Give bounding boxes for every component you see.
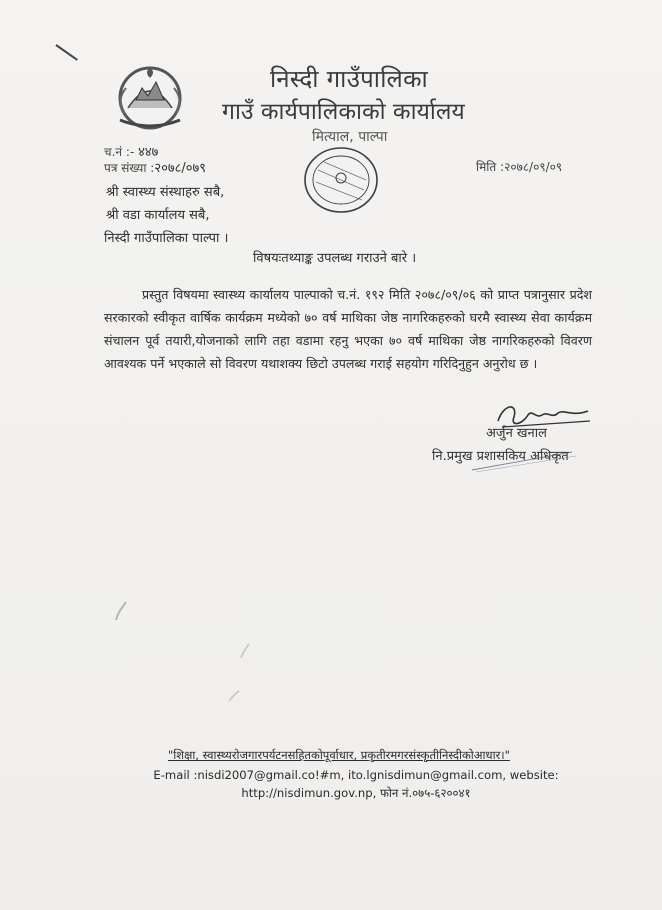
paper-smudge: [112, 600, 130, 622]
letter-no-value: २०७८/०७९: [154, 161, 207, 176]
signatory-name: अर्जुन खनाल: [486, 426, 547, 441]
reference-cn-label: च.नं :-: [104, 145, 135, 159]
footer-contact: E-mail :nisdi2007@gmail.co!#m, ito.lgnisdimun@gmail.com, website: http://nisdimun.gov.np, फोन नं.०७५-६२००४१: [153, 768, 559, 800]
letter-no-label: पत्र संख्या :: [104, 161, 155, 175]
office-stamp-icon: [296, 140, 386, 220]
office-location: मित्याल, पाल्पा: [312, 129, 388, 145]
reference-cn-value: ४४७: [138, 145, 159, 160]
pen-stroke-mark: [55, 44, 77, 61]
org-name: निस्दी गाउँपालिका: [270, 65, 429, 93]
paper-smudge: [238, 642, 252, 660]
reference-letter-no: [104, 158, 206, 176]
addressee-ward-offices: श्री वडा कार्यालय सबै,: [106, 208, 210, 223]
office-name: गाउँ कार्यपालिकाको कार्यालय: [222, 99, 465, 125]
designation-stamp-icon: [468, 448, 578, 474]
letter-date: [476, 158, 562, 175]
letter-subject: विषयःतथ्याङ्क उपलब्ध गराउने बारे ।: [253, 251, 417, 266]
signatory-title: नि.प्रमुख प्रशासकिय अधिकृत: [432, 449, 569, 464]
date-value: २०७८/०९/०९: [504, 160, 563, 174]
addressee-health-institutions: श्री स्वास्थ्य संस्थाहरु सबै,: [106, 185, 225, 200]
date-label: मिति :: [476, 160, 505, 174]
footer-motto: "शिक्षा, स्वास्थ्यरोजगारपर्यटनसहितकोपूर्वाधार, प्रकृतीरमगरसंस्कृतीनिस्दीकोआधार।": [168, 748, 510, 762]
nepal-emblem-icon: [110, 60, 190, 138]
paper-smudge: [226, 688, 242, 704]
letter-body: प्रस्तुत विषयमा स्वास्थ्य कार्यालय पाल्पाको च.नं. १९२ मिति २०७८/०९/०६ को प्राप्त पत्रानुसार प्रदेश सरकारको स्वीकृत वार्षिक कार्यक्रम मध्येको ७० वर्ष माथिका जेष्ठ नागरिकहरुको घरमै स्वास्थ्य सेवा कार्यक्रम संचालन पूर्व तयारी,योजनाको लागि तहा वडामा रहनु भएका ७० वर्ष माथिका जेष्ठ नागरिकहरुको विवरण आवश्यक पर्ने भएकाले सो विवरण यथाशक्य छिटो उपलब्ध गराई सहयोग गरिदिनुहुन अनुरोध छ ।: [104, 287, 592, 371]
addressee-municipality: निस्दी गाउँपालिका पाल्पा ।: [104, 231, 229, 246]
